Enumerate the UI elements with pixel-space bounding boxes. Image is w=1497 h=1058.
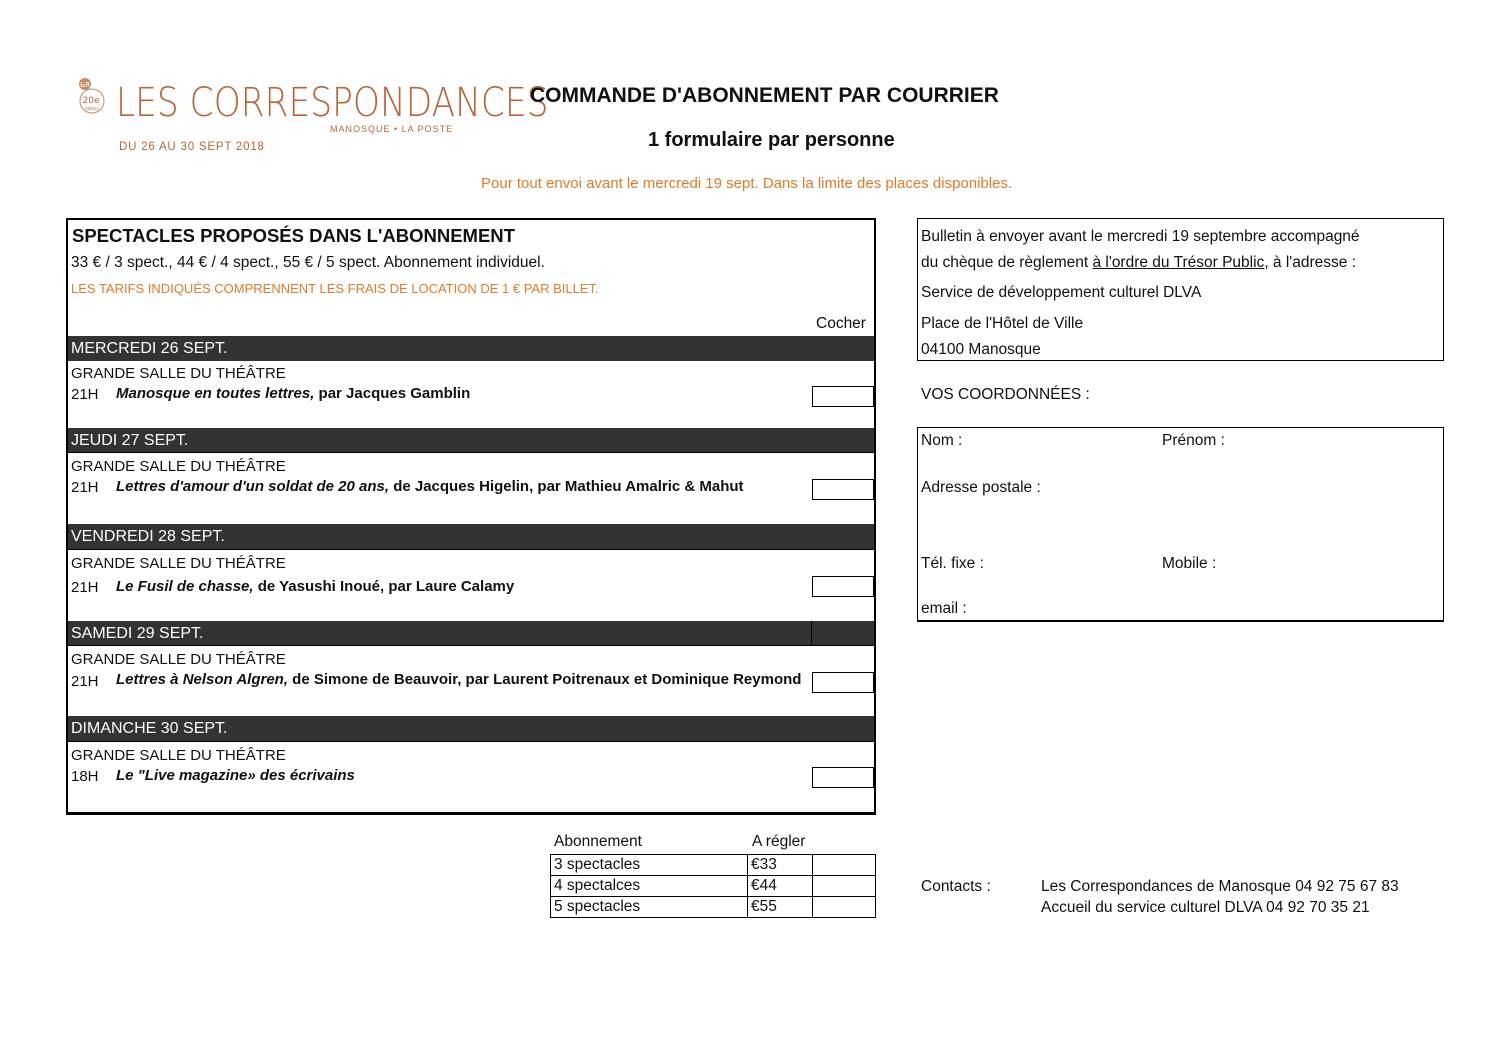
day-header: VENDREDI 28 SEPT. [68, 524, 874, 549]
email-field[interactable]: email : [921, 600, 967, 617]
day-header: JEUDI 27 SEPT. [68, 428, 874, 453]
venue: GRANDE SALLE DU THÉÂTRE [71, 555, 286, 572]
contact-line: Les Correspondances de Manosque 04 92 75 67 83 [1041, 878, 1399, 895]
checkbox-day-4[interactable] [812, 672, 874, 693]
logo-place: MANOSQUE • LA POSTE [330, 124, 454, 134]
subscription-check-cell[interactable] [813, 876, 876, 897]
subscription-col-header: Abonnement [554, 833, 642, 850]
day-header: SAMEDI 29 SEPT. [68, 621, 874, 646]
spectacles-prices: 33 € / 3 spect., 44 € / 4 spect., 55 € / 5 spect. Abonnement individuel. [71, 254, 545, 271]
coordinates-title: VOS COORDONNÉES : [921, 386, 1090, 403]
venue: GRANDE SALLE DU THÉÂTRE [71, 365, 286, 382]
show-credits: de Yasushi Inoué, par Laure Calamy [253, 578, 515, 595]
show-title: Le Fusil de chasse, [116, 578, 254, 595]
adresse-field[interactable]: Adresse postale : [921, 479, 1041, 496]
show-credits: de Simone de Beauvoir, par Laurent Poitrenaux et Dominique Reymond [288, 671, 802, 688]
subscription-label: 4 spectalces [551, 876, 748, 897]
divider [68, 452, 874, 453]
show-description [116, 385, 470, 402]
show-title: Manosque en toutes lettres, [116, 385, 315, 402]
payee-link: à l'ordre du Trésor Public [1092, 254, 1265, 271]
show-hour: 21H [71, 673, 99, 690]
logo-badge-small: édition [85, 106, 99, 111]
venue: GRANDE SALLE DU THÉÂTRE [71, 747, 286, 764]
nom-field[interactable]: Nom : [921, 432, 963, 449]
mailing-line [921, 254, 1356, 272]
show-description [116, 478, 744, 495]
mailing-line2-post: , à l'adresse : [1264, 254, 1357, 271]
subscription-check-cell[interactable] [813, 855, 876, 876]
mailing-line: Bulletin à envoyer avant le mercredi 19 septembre accompagné [921, 228, 1360, 245]
divider [68, 645, 874, 646]
subscription-price: €33 [748, 855, 813, 876]
table-row [551, 876, 876, 897]
subscription-price: €55 [748, 897, 813, 918]
check-column-header: Cocher [816, 315, 866, 332]
logo-badge [76, 76, 106, 116]
logo-badge-edition: 20e [82, 96, 100, 106]
divider [68, 549, 874, 550]
logo-dates: DU 26 AU 30 SEPT 2018 [119, 141, 265, 153]
checkbox-day-1[interactable] [812, 386, 874, 407]
coordinates-box [917, 427, 1444, 622]
show-hour: 18H [71, 768, 99, 785]
logo-name: LES CORRESPONDANCES [116, 80, 549, 126]
show-title: Le "Live magazine» des écrivains [116, 767, 355, 784]
subscription-price: €44 [748, 876, 813, 897]
day-header: MERCREDI 26 SEPT. [68, 336, 874, 361]
show-hour: 21H [71, 386, 99, 403]
payment-col-header: A régler [752, 833, 806, 850]
mobile-field[interactable]: Mobile : [1162, 555, 1217, 572]
table-row [551, 855, 876, 876]
mailing-line2-pre: du chèque de règlement [921, 254, 1093, 271]
checkbox-day-3[interactable] [812, 576, 874, 597]
spectacles-title: SPECTACLES PROPOSÉS DANS L'ABONNEMENT [72, 225, 515, 246]
venue: GRANDE SALLE DU THÉÂTRE [71, 458, 286, 475]
day-header-cell [811, 621, 875, 645]
contact-line: Accueil du service culturel DLVA 04 92 70 35 21 [1041, 899, 1370, 916]
show-description [116, 671, 801, 688]
prenom-field[interactable]: Prénom : [1162, 432, 1225, 449]
subscription-table [550, 854, 876, 918]
venue: GRANDE SALLE DU THÉÂTRE [71, 651, 286, 668]
show-hour: 21H [71, 579, 99, 596]
checkbox-day-5[interactable] [812, 767, 874, 788]
deadline-notice: Pour tout envoi avant le mercredi 19 sept. Dans la limite des places disponibles. [481, 175, 1013, 192]
mailing-line: Place de l'Hôtel de Ville [921, 315, 1084, 332]
divider [68, 741, 874, 742]
contacts-label: Contacts : [921, 878, 991, 895]
show-description [116, 578, 514, 595]
checkbox-day-2[interactable] [812, 479, 874, 500]
page-title: COMMANDE D'ABONNEMENT PAR COURRIER [530, 84, 999, 107]
show-title: Lettres à Nelson Algren, [116, 671, 288, 688]
tel-field[interactable]: Tél. fixe : [921, 555, 984, 572]
table-row [551, 897, 876, 918]
show-hour: 21H [71, 479, 99, 496]
subscription-label: 5 spectacles [551, 897, 748, 918]
show-title: Lettres d'amour d'un soldat de 20 ans, [116, 478, 390, 495]
logo-badge-monogram: &R [79, 81, 91, 89]
mailing-line: Service de développement culturel DLVA [921, 284, 1202, 301]
show-credits: de Jacques Higelin, par Mathieu Amalric & Mahut [389, 478, 744, 495]
spectacles-fees-note: LES TARIFS INDIQUÉS COMPRENNENT LES FRAIS DE LOCATION DE 1 € PAR BILLET. [71, 281, 599, 296]
mailing-line: 04100 Manosque [921, 341, 1041, 358]
show-description [116, 767, 355, 784]
subscription-label: 3 spectacles [551, 855, 748, 876]
page-subtitle: 1 formulaire par personne [648, 129, 895, 151]
subscription-check-cell[interactable] [813, 897, 876, 918]
day-header: DIMANCHE 30 SEPT. [68, 716, 874, 741]
show-credits: par Jacques Gamblin [314, 385, 471, 402]
